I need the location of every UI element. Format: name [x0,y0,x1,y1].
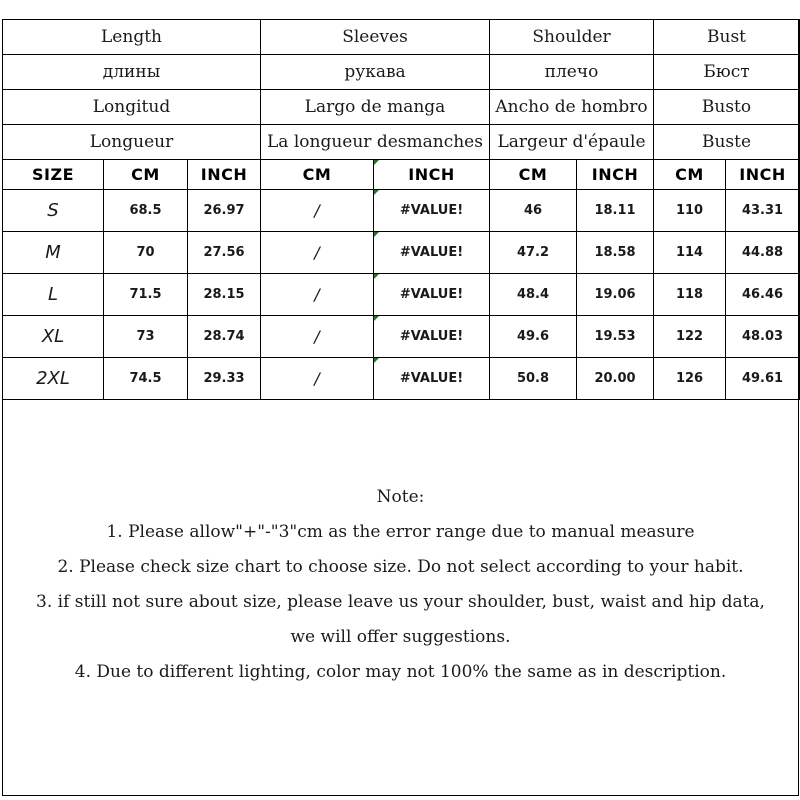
bust-inch: 46.46 [726,274,800,316]
bust-cm: 126 [654,358,726,400]
header-row-english [3,20,800,55]
length-cm: 74.5 [104,358,188,400]
sleeve-inch: #VALUE! [374,274,490,316]
header-shoulder: Shoulder [490,20,654,55]
header-bust: Bust [654,20,800,55]
col-header-shoulder-cm: CM [490,160,577,190]
shoulder-cm: 49.6 [490,316,577,358]
header-length: Length [3,20,261,55]
note-suggestions: we will offer suggestions. [290,627,511,647]
note-lighting: 4. Due to different lighting, color may not 100% the same as in description. [74,662,727,682]
header-length: Longueur [3,125,261,160]
col-header-sleeve-cm: CM [261,160,374,190]
note-leave-data: 3. if still not sure about size, please leave us your shoulder, bust, waist and hip data, [36,592,765,612]
length-cm: 73 [104,316,188,358]
sleeve-cm: / [261,274,374,316]
header-sleeves: Sleeves [261,20,490,55]
shoulder-cm: 47.2 [490,232,577,274]
header-row-french [3,125,800,160]
sleeve-inch: #VALUE! [374,190,490,232]
table-row [3,190,800,232]
header-shoulder: плечо [490,55,654,90]
header-sleeves: La longueur desmanches [261,125,490,160]
header-bust: Buste [654,125,800,160]
length-inch: 26.97 [188,190,261,232]
length-cm: 68.5 [104,190,188,232]
header-bust: Бюст [654,55,800,90]
length-inch: 29.33 [188,358,261,400]
table-row [3,358,800,400]
sleeve-inch: #VALUE! [374,232,490,274]
shoulder-inch: 19.06 [577,274,654,316]
table-row [3,274,800,316]
header-bust: Busto [654,90,800,125]
sleeve-cm: / [261,190,374,232]
shoulder-inch: 20.00 [577,358,654,400]
header-sleeves: рукава [261,55,490,90]
size-label: L [3,274,104,316]
header-shoulder: Largeur d'épaule [490,125,654,160]
bust-inch: 48.03 [726,316,800,358]
table-row [3,232,800,274]
size-label: S [3,190,104,232]
col-header-bust-inch: INCH [726,160,800,190]
bust-cm: 110 [654,190,726,232]
unit-row [3,160,800,190]
shoulder-inch: 19.53 [577,316,654,358]
col-header-length-inch: INCH [188,160,261,190]
col-header-size: SIZE [3,160,104,190]
sleeve-inch: #VALUE! [374,316,490,358]
length-inch: 27.56 [188,232,261,274]
bust-inch: 44.88 [726,232,800,274]
bust-cm: 114 [654,232,726,274]
col-header-bust-cm: CM [654,160,726,190]
note-check-chart: 2. Please check size chart to choose size. Do not select according to your habit. [57,557,744,577]
sleeve-cm: / [261,358,374,400]
shoulder-inch: 18.58 [577,232,654,274]
shoulder-cm: 50.8 [490,358,577,400]
header-length: Longitud [3,90,261,125]
bust-cm: 122 [654,316,726,358]
notes-section [2,480,799,690]
shoulder-cm: 48.4 [490,274,577,316]
length-cm: 71.5 [104,274,188,316]
table-row [3,316,800,358]
size-label: M [3,232,104,274]
header-length: длины [3,55,261,90]
header-sleeves: Largo de manga [261,90,490,125]
bust-inch: 49.61 [726,358,800,400]
length-inch: 28.15 [188,274,261,316]
bust-inch: 43.31 [726,190,800,232]
sleeve-cm: / [261,232,374,274]
header-shoulder: Ancho de hombro [490,90,654,125]
sleeve-cm: / [261,316,374,358]
sleeve-inch: #VALUE! [374,358,490,400]
length-inch: 28.74 [188,316,261,358]
col-header-sleeve-inch: INCH [374,160,490,190]
header-row-russian [3,55,800,90]
size-label: XL [3,316,104,358]
note-error-range: 1. Please allow"+"-"3"cm as the error range due to manual measure [106,522,695,542]
shoulder-cm: 46 [490,190,577,232]
size-chart-table [2,19,800,400]
shoulder-inch: 18.11 [577,190,654,232]
notes-title: Note: [376,487,425,507]
bust-cm: 118 [654,274,726,316]
col-header-shoulder-inch: INCH [577,160,654,190]
col-header-length-cm: CM [104,160,188,190]
length-cm: 70 [104,232,188,274]
size-label: 2XL [3,358,104,400]
header-row-spanish [3,90,800,125]
